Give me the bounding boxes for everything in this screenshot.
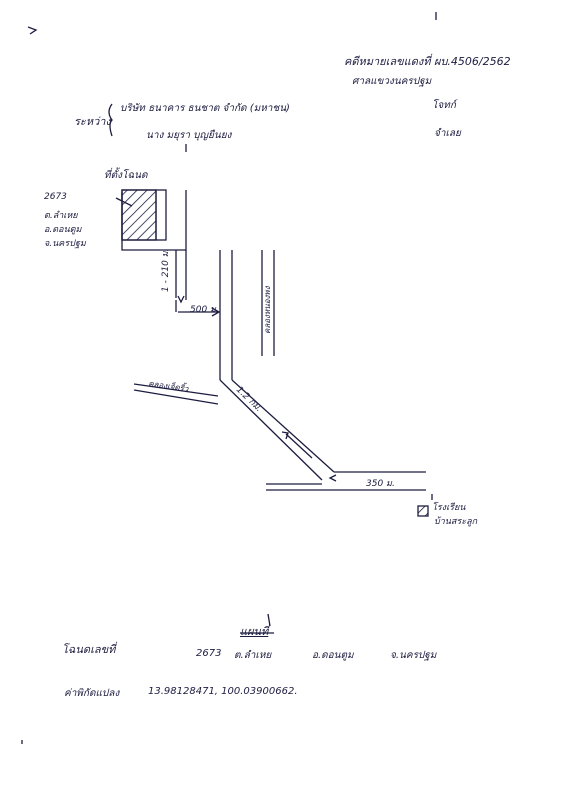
map-province: จ.นครปฐม [44, 239, 86, 249]
corner-mark [28, 27, 36, 34]
deed-number: 2673 [196, 648, 222, 659]
defendant-name: นาง มยุรา บุญยืนยง [146, 130, 232, 141]
coordinates-value: 13.98128471, 100.03900662. [148, 686, 298, 697]
map-title: แผนที่ [240, 625, 269, 638]
footer-tambon: ต.ลำเหย [234, 650, 272, 661]
plaintiff-role: โจทก์ [432, 100, 456, 111]
canal-label-1: คลองหนองพง [263, 286, 272, 334]
canal-label-2: คลองเจ็ดริ้ว [147, 379, 189, 394]
coordinates-label: ค่าพิกัดแปลง [64, 688, 120, 699]
school-marker [418, 506, 428, 516]
map-district: อ.ดอนตูม [44, 225, 82, 235]
defendant-role: จำเลย [434, 128, 461, 139]
map-subdistrict: ต.ลำเหย [44, 211, 78, 221]
diagonal-arrow-shaft [286, 434, 312, 458]
bottom-road-arrow [330, 475, 336, 481]
distance-label-2: 500 ม. [190, 305, 219, 315]
deed-label: โฉนดเลขที่ [62, 643, 116, 656]
case-number: คดีหมายเลขแดงที่ ผบ.4506/2562 [344, 55, 511, 68]
court-name: ศาลแขวงนครปฐม [352, 76, 432, 87]
lane-arrow [178, 296, 184, 302]
footer-amphoe: อ.ดอนตูม [312, 650, 354, 661]
map-deed-number: 2673 [44, 192, 67, 202]
diagonal-road-left [220, 380, 322, 480]
distance-label-3: 1.2 กม. [233, 384, 264, 414]
land-plot-hatched [122, 190, 156, 240]
bracket [109, 104, 112, 136]
school-label-line2: บ้านสระลูก [434, 517, 478, 527]
between-label: ระหว่าง [74, 115, 111, 128]
distance-label-4: 350 ม. [366, 479, 395, 489]
plaintiff-name: บริษัท ธนาคาร ธนชาต จำกัด (มหาชน) [120, 103, 290, 114]
footer-province: จ.นครปฐม [390, 650, 437, 661]
canal-crossing-bottom [134, 390, 218, 404]
school-label-line1: โรงเรียน [432, 503, 466, 513]
location-label: ที่ตั้งโฉนด [104, 170, 148, 181]
distance-label-1: 1 - 210 ม. [161, 248, 171, 292]
